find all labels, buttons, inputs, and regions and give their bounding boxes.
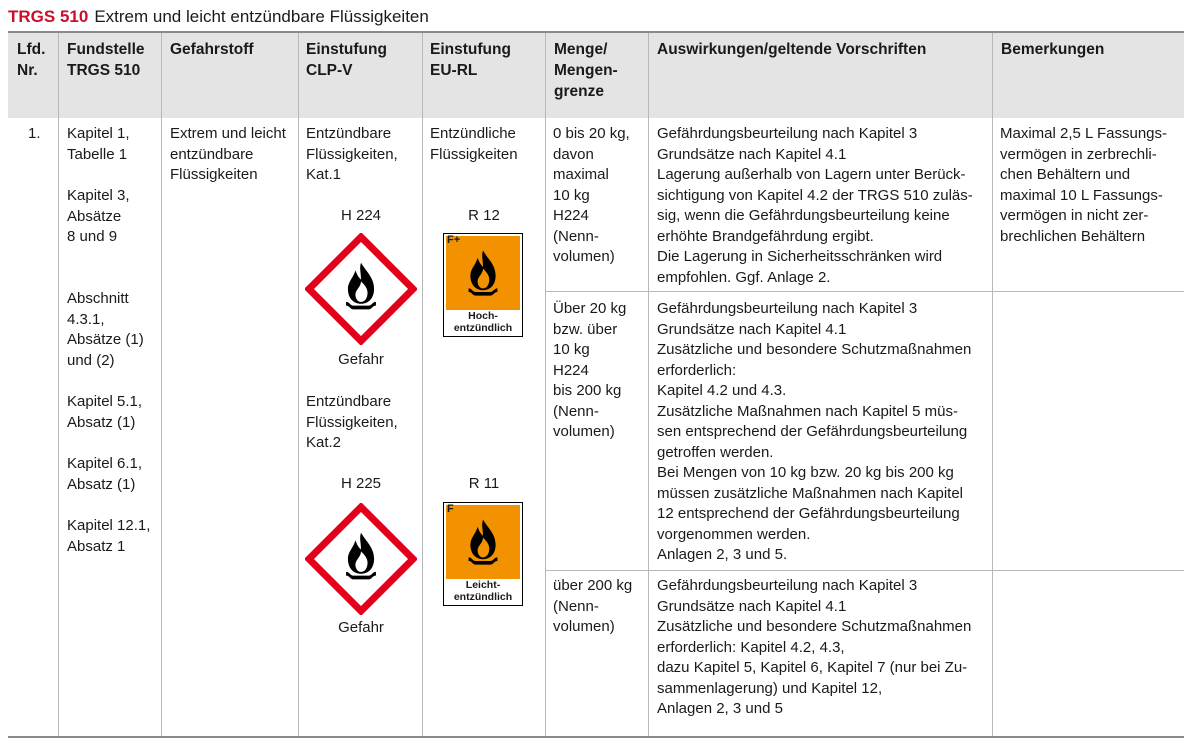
column-divider bbox=[992, 33, 993, 736]
eurl-label: Entzündliche Flüssigkeiten bbox=[430, 125, 518, 163]
row-number: 1. bbox=[28, 125, 41, 142]
row-divider bbox=[545, 570, 1184, 571]
title-text: Extrem und leicht entzündbare Flüssigkeiten bbox=[94, 7, 429, 26]
clp-h-statement-1: H 224 bbox=[340, 207, 382, 224]
menge-row-1: 0 bis 20 kg, davon maximal 10 kg H224 (Nenn- volumen) bbox=[553, 125, 630, 265]
clp-h-statement-2: H 225 bbox=[340, 475, 382, 492]
auswirkungen-row-2: Gefährdungsbeurteilung nach Kapitel 3 Grundsätze nach Kapitel 4.1 Zusätzliche und besondere Schutzmaßnahmen erforderlich: Kapitel 4.2 und 4.3. Zusätzliche Maßnahmen nach Kapitel 5 müs- sen entsprechend der Gefährdungsbeurteilung getroffen werden. Bei Mengen von 10 kg bzw. 20 kg bis 200 kg müssen zusätzliche Maßnahmen nach Kapitel 12 entsprechend der Gefährdungsbeurteilung vorgenommen werden. Anlagen 2, 3 und 5. bbox=[657, 300, 972, 563]
clp-category-2: Entzündbare Flüssigkeiten, Kat.2 bbox=[306, 393, 398, 451]
title-code: TRGS 510 bbox=[8, 7, 89, 26]
flame-diamond-icon bbox=[305, 233, 417, 345]
flame-diamond-icon bbox=[305, 503, 417, 615]
fundstelle-kapitel-1: Kapitel 1, Tabelle 1 bbox=[67, 125, 130, 163]
row-divider bbox=[545, 291, 1184, 292]
fundstelle-kapitel-6-1: Kapitel 6.1, Absatz (1) bbox=[67, 455, 143, 493]
column-divider bbox=[545, 33, 546, 736]
header-einstufung-clp: Einstufung CLP-V bbox=[306, 41, 387, 79]
column-divider bbox=[298, 33, 299, 736]
bemerkungen-text: Maximal 2,5 L Fassungs- vermögen in zerbrechli- chen Behältern und maximal 10 L Fassungs- vermögen in nicht zer- brechlichen Behältern bbox=[1000, 125, 1168, 245]
flame-icon bbox=[446, 505, 520, 579]
fundstelle-kapitel-12-1: Kapitel 12.1, Absatz 1 bbox=[67, 517, 151, 555]
column-divider bbox=[422, 33, 423, 736]
eurl-r-phrase-2: R 11 bbox=[468, 475, 500, 492]
header-menge: Menge/ Mengen- grenze bbox=[554, 41, 618, 100]
gefahrstoff-text: Extrem und leicht entzündbare Flüssigkeiten bbox=[170, 125, 286, 183]
eurl-symbol-letter: F+ bbox=[447, 234, 461, 246]
fundstelle-kapitel-3: Kapitel 3, Absätze 8 und 9 bbox=[67, 187, 130, 245]
eurl-r-phrase-1: R 12 bbox=[468, 207, 500, 224]
header-fundstelle: Fundstelle TRGS 510 bbox=[67, 41, 145, 79]
header-bemerkungen: Bemerkungen bbox=[1001, 41, 1105, 58]
header-auswirkungen: Auswirkungen/geltende Vorschriften bbox=[657, 41, 927, 58]
eurl-symbol-text: Leicht- entzündlich bbox=[453, 579, 513, 603]
menge-row-2: Über 20 kg bzw. über 10 kg H224 bis 200 kg (Nenn- volumen) bbox=[553, 300, 627, 440]
column-divider bbox=[58, 33, 59, 736]
clp-signal-word-2: Gefahr bbox=[338, 619, 384, 636]
header-gefahrstoff: Gefahrstoff bbox=[170, 41, 254, 58]
flame-square-icon bbox=[443, 502, 523, 606]
page-title bbox=[8, 6, 429, 28]
flame-square-icon bbox=[443, 233, 523, 337]
fundstelle-kapitel-5-1: Kapitel 5.1, Absatz (1) bbox=[67, 393, 143, 431]
bottom-rule bbox=[8, 736, 1184, 738]
header-einstufung-eurl: Einstufung EU-RL bbox=[430, 41, 511, 79]
clp-category-1: Entzündbare Flüssigkeiten, Kat.1 bbox=[306, 125, 398, 183]
orange-square bbox=[446, 236, 520, 310]
menge-row-3: über 200 kg (Nenn- volumen) bbox=[553, 577, 633, 635]
header-lfd-nr: Lfd. Nr. bbox=[17, 41, 46, 79]
column-divider bbox=[648, 33, 649, 736]
eurl-symbol-letter: F bbox=[447, 503, 454, 515]
auswirkungen-row-1: Gefährdungsbeurteilung nach Kapitel 3 Grundsätze nach Kapitel 4.1 Lagerung außerhalb von Lagern unter Berück- sichtigung von Kapitel 4.2 der TRGS 510 zuläs- sig, wenn die Gefährdungsbeurteilung keine erhöhte Brandgefährdung ergibt. Die Lagerung in Sicherheitsschränken wird empfohlen. Ggf. Anlage 2. bbox=[657, 125, 973, 286]
eurl-symbol-text: Hoch- entzündlich bbox=[453, 310, 513, 334]
fundstelle-abschnitt-4-3-1: Abschnitt 4.3.1, Absätze (1) und (2) bbox=[67, 290, 144, 369]
column-divider bbox=[161, 33, 162, 736]
flame-icon bbox=[446, 236, 520, 310]
orange-square bbox=[446, 505, 520, 579]
auswirkungen-row-3: Gefährdungsbeurteilung nach Kapitel 3 Grundsätze nach Kapitel 4.1 Zusätzliche und besondere Schutzmaßnahmen erforderlich: Kapitel 4.2, 4.3, dazu Kapitel 5, Kapitel 6, Kapitel 7 (nur bei Zu- sammenlagerung) und Kapitel 12, Anlagen 2, 3 und 5 bbox=[657, 577, 972, 717]
clp-signal-word-1: Gefahr bbox=[338, 351, 384, 368]
